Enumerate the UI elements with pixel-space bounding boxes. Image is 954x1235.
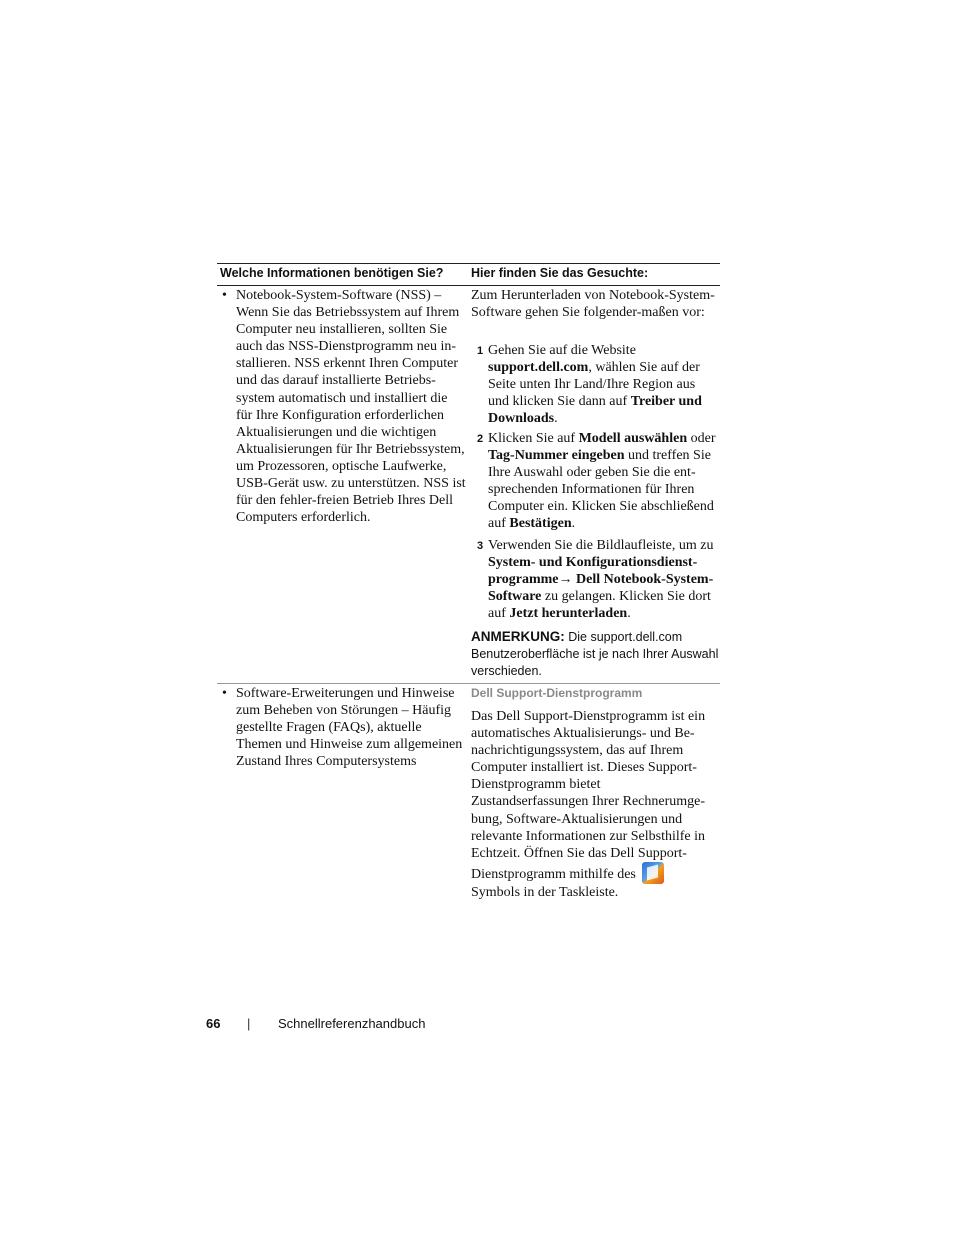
note-label: ANMERKUNG:: [471, 629, 565, 644]
note-text: Die support.dell.com Benutzeroberfläche ist je nach Ihrer Auswahl verschieden.: [471, 630, 719, 678]
step-number: 2: [477, 433, 484, 445]
table-top-rule: [217, 263, 720, 264]
link-support-dell: support.dell.com: [488, 360, 589, 376]
table-row-divider: [217, 683, 720, 684]
page-number: 66: [206, 1016, 221, 1031]
software-updates-description: Software-Erweiterungen und Hinweise zum Beheben von Störungen – Häufig gestellte Fragen (FAQs), aktuelle Themen und Hinweise zum allgemeinen Zustand Ihres Computersystems: [236, 686, 463, 770]
step-text: Verwenden Sie die Bildlaufleiste, um zu System- und Konfigurationsdienst-programme→ Dell Notebook-System-Software zu gelangen. Klicken Sie dort auf Jetzt herunterladen.: [488, 538, 714, 622]
table-header-rule: [217, 285, 720, 286]
note-block: [471, 628, 721, 680]
dell-support-paragraph: Das Dell Support-Dienstprogramm ist ein automatisches Aktualisierungs- und Be-nachrichtigungssystem, das auf Ihrem Computer installiert ist. Dieses Support-Dienstprogramm bietet Zustandserfassungen Ihrer Rechnerumge-bung, Software-Aktualisierungen und relevante Informationen zur Selbsthilfe in Echtzeit. Öffnen Sie das Dell Support-Dienstprogramm mithilfe des Symbols in der Taskleiste.: [471, 709, 706, 900]
step-text: Klicken Sie auf Modell auswählen oder Tag-Nummer eingeben und treffen Sie Ihre Auswahl oder geben Sie die ent-sprechenden Informationen für Ihren Computer ein. Klicken Sie abschließend auf Bestätigen.: [488, 431, 716, 532]
dell-support-icon: [642, 862, 664, 884]
table-header-col2: Hier finden Sie das Gesuchte:: [471, 266, 649, 280]
step-number: 1: [477, 345, 484, 357]
bullet: •: [222, 288, 227, 303]
nss-intro: Zum Herunterladen von Notebook-System-Software gehen Sie folgender-maßen vor:: [471, 288, 715, 321]
footer-separator: |: [247, 1016, 251, 1031]
step-text: Gehen Sie auf die Website support.dell.com, wählen Sie auf der Seite unten Ihr Land/Ihre Region aus und klicken Sie dann auf Treiber und Downloads.: [488, 343, 702, 427]
nss-description: Notebook-System-Software (NSS) – Wenn Sie das Betriebssystem auf Ihrem Computer neu installieren, sollten Sie auch das NSS-Dienstprogramm neu in-stallieren. NSS erkennt Ihren Computer und das darauf installierte Betriebs-system automatisch und installiert die für Ihre Konfiguration erforderlichen Aktualisierungen und die wichtigen Aktualisierungen für Ihr Betriebssystem, um Prozessoren, optische Laufwerke, USB-Gerät usw. zu unterstützen. NSS ist für den fehler-freien Betrieb Ihres Dell Computers erforderlich.: [236, 288, 466, 526]
footer-title: Schnellreferenzhandbuch: [278, 1016, 426, 1031]
step-number: 3: [477, 540, 484, 552]
table-header-col1: Welche Informationen benötigen Sie?: [220, 266, 444, 280]
bullet: •: [222, 686, 227, 701]
section-subheading: Dell Support-Dienstprogramm: [471, 686, 643, 700]
